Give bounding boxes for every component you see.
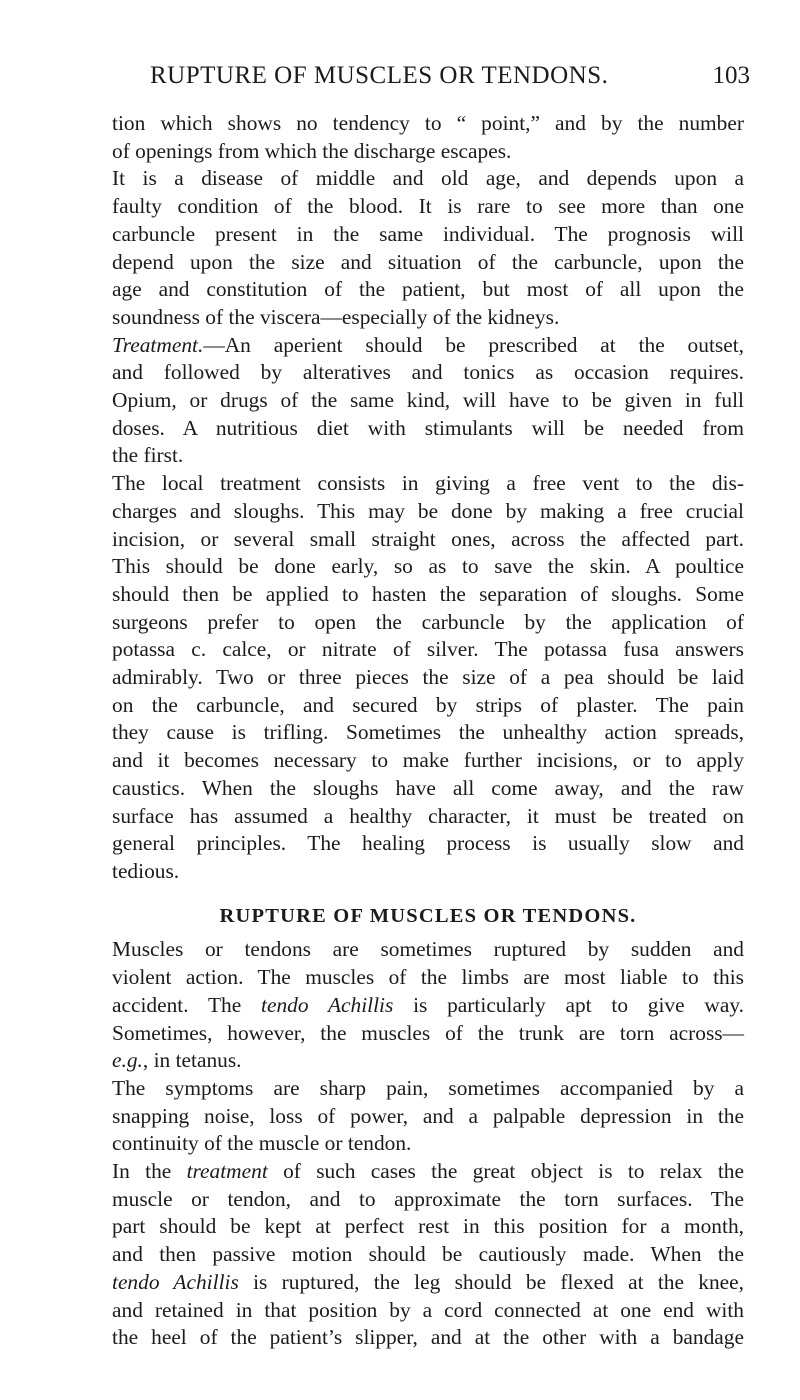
text-line: and followed by alteratives and tonics as occasion requires. — [112, 360, 744, 385]
text-line: admirably. Two or three pieces the size of a pea should be laid — [112, 665, 744, 690]
text-line: carbuncle present in the same individual. The prognosis will — [112, 221, 744, 246]
text-line: and retained in that position by a cord connected at one end with — [112, 1297, 744, 1322]
text-line: muscle or tendon, and to approximate the torn surfaces. The — [112, 1186, 744, 1211]
text-line: soundness of the viscera—especially of the kidneys. — [112, 304, 560, 329]
text-line: This should be done early, so as to save the skin. A poultice — [112, 554, 744, 579]
text-line: The local treatment consists in giving a free vent to the dis- — [112, 471, 744, 496]
text-line: charges and sloughs. This may be done by making a free crucial — [112, 498, 744, 523]
text-line: continuity of the muscle or tendon. — [112, 1131, 412, 1156]
text-line: surface has assumed a healthy character, it must be treated on — [112, 803, 744, 828]
text-line: caustics. When the sloughs have all come away, and the raw — [112, 775, 744, 800]
text-line — [112, 1269, 744, 1297]
text-line: surgeons prefer to open the carbuncle by the application of — [112, 609, 744, 634]
text-run: is ruptured, the leg should be flexed at the knee, — [238, 1269, 744, 1294]
text-line: age and constitution of the patient, but most of all upon the — [112, 277, 744, 302]
text-line: Sometimes, however, the muscles of the trunk are torn across— — [112, 1020, 744, 1045]
text-line: and it becomes necessary to make further incisions, or to apply — [112, 748, 744, 773]
italic-lead: Treatment. — [112, 332, 204, 357]
body-text — [112, 110, 744, 1352]
running-head — [150, 62, 750, 96]
text-line — [112, 992, 744, 1020]
italic-term: tendo Achillis — [112, 1269, 239, 1294]
text-line — [112, 1158, 744, 1186]
text-line: and then passive motion should be cautiously made. When the — [112, 1242, 744, 1267]
text-line: depend upon the size and situation of the carbuncle, upon the — [112, 249, 744, 274]
section-heading: RUPTURE OF MUSCLES OR TENDONS. — [219, 904, 637, 927]
text-line: the heel of the patient’s slipper, and at the other with a bandage — [112, 1325, 744, 1350]
text-run: In the — [112, 1159, 187, 1184]
text-line: snapping noise, loss of power, and a palpable depression in the — [112, 1103, 744, 1128]
text-run: —An aperient should be prescribed at the outset, — [203, 332, 744, 357]
text-line — [112, 1047, 744, 1075]
text-line: It is a disease of middle and old age, and depends upon a — [112, 166, 744, 191]
italic-term: e.g. — [112, 1048, 143, 1073]
text-run: , in tetanus. — [142, 1048, 242, 1073]
text-line: incision, or several small straight ones, across the affected part. — [112, 526, 744, 551]
italic-term: treatment — [186, 1159, 268, 1184]
running-title: RUPTURE OF MUSCLES OR TENDONS. — [150, 62, 609, 89]
text-line: potassa c. calce, or nitrate of silver. The potassa fusa answers — [112, 637, 744, 662]
text-line: part should be kept at perfect rest in this position for a month, — [112, 1214, 744, 1239]
text-line: general principles. The healing process is usually slow and — [112, 831, 744, 856]
text-line: the first. — [112, 443, 184, 468]
text-line: tedious. — [112, 858, 180, 883]
text-run: accident. The — [112, 992, 262, 1017]
text-run: is particularly apt to give way. — [393, 992, 744, 1017]
text-line: violent action. The muscles of the limbs are most liable to this — [112, 965, 744, 990]
text-line: they cause is trifling. Sometimes the unhealthy action spreads, — [112, 720, 744, 745]
text-line: The symptoms are sharp pain, sometimes accompanied by a — [112, 1075, 744, 1100]
text-line: tion which shows no tendency to “ point,” and by the number — [112, 111, 744, 135]
text-run: of such cases the great object is to relax the — [267, 1159, 744, 1184]
page-number: 103 — [712, 62, 750, 89]
text-line: Muscles or tendons are sometimes ruptured by sudden and — [112, 937, 744, 962]
text-line: faulty condition of the blood. It is rare to see more than one — [112, 194, 744, 219]
text-line: should then be applied to hasten the separation of sloughs. Some — [112, 581, 744, 606]
text-line: doses. A nutritious diet with stimulants will be needed from — [112, 415, 744, 440]
text-line: on the carbuncle, and secured by strips of plaster. The pain — [112, 692, 744, 717]
italic-term: tendo Achillis — [261, 992, 394, 1017]
text-line — [112, 332, 744, 360]
text-line: of openings from which the discharge escapes. — [112, 138, 512, 163]
text-line: Opium, or drugs of the same kind, will have to be given in full — [112, 388, 744, 413]
